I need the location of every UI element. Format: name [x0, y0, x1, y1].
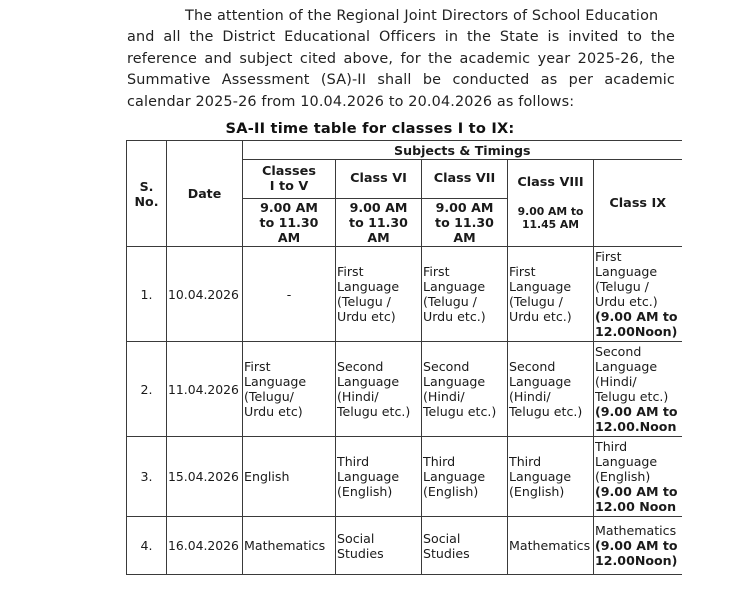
cell-class-6: Second Language (Hindi/ Telugu etc.) [336, 342, 422, 437]
paragraph-line: and all the District Educational Officers in the State is invited to the [127, 29, 675, 46]
paragraph-line: Summative Assessment (SA)-II shall be conducted as per academic [127, 72, 675, 89]
cell-class-9 [594, 247, 682, 342]
cell-class-7: Second Language (Hindi/ Telugu etc.) [422, 342, 508, 437]
class-timing: 9.00 AM to 11.30 AM [336, 198, 422, 246]
cell-class-6: Third Language (English) [336, 437, 422, 517]
paragraph-line: reference and subject cited above, for the academic year 2025-26, the [127, 50, 675, 67]
col-header-date: Date [167, 141, 243, 247]
table-row [127, 517, 682, 575]
cell-date: 11.04.2026 [167, 342, 243, 437]
cell-date: 15.04.2026 [167, 437, 243, 517]
table-row [127, 342, 682, 437]
cell-date: 16.04.2026 [167, 517, 243, 575]
cell-class-1-5: - [243, 247, 336, 342]
cell-sno: 4. [127, 517, 167, 575]
timetable-heading: SA-II time table for classes I to IX: [225, 120, 515, 137]
cell-class-1-5: English [243, 437, 336, 517]
cell-class-9-subject: Mathematics [595, 523, 677, 538]
class-timing: 9.00 AM to 11.45 AM [517, 205, 584, 231]
cell-class-6: First Language (Telugu / Urdu etc) [336, 247, 422, 342]
cell-date: 10.04.2026 [167, 247, 243, 342]
class-timing: 9.00 AM to 11.30 AM [243, 198, 336, 246]
cell-class-1-5: Mathematics [243, 517, 336, 575]
cell-class-8: Third Language (English) [508, 437, 594, 517]
table-row [127, 437, 682, 517]
cell-class-9-subject: First Language (Telugu / Urdu etc.) [595, 249, 658, 309]
cell-class-6: Social Studies [336, 517, 422, 575]
cell-class-7: Third Language (English) [422, 437, 508, 517]
class-header: Classes I to V [243, 160, 336, 199]
cell-class-9-timing: (9.00 AM to 12.00Noon) [595, 538, 678, 568]
paragraph-line: calendar 2025-26 from 10.04.2026 to 20.04.2026 as follows: [127, 93, 575, 110]
intro-paragraph [127, 6, 675, 113]
class-header: Class IX [594, 160, 682, 247]
cell-class-9-timing: (9.00 AM to 12.00Noon) [595, 309, 678, 339]
class-timing: 9.00 AM to 11.30 AM [422, 198, 508, 246]
cell-sno: 3. [127, 437, 167, 517]
timetable [126, 140, 682, 575]
cell-class-9-subject: Second Language (Hindi/ Telugu etc.) [595, 344, 669, 404]
class-header: Class VII [422, 160, 508, 199]
class-header-name: Class VIII [517, 175, 584, 190]
paragraph-line: The attention of the Regional Joint Directors of School Education [185, 8, 659, 24]
class-header [508, 160, 594, 247]
cell-class-9 [594, 517, 682, 575]
col-header-subjects: Subjects & Timings [243, 141, 682, 160]
cell-sno: 2. [127, 342, 167, 437]
cell-class-9-timing: (9.00 AM to 12.00.Noon [595, 404, 678, 434]
cell-class-9-timing: (9.00 AM to 12.00 Noon [595, 484, 678, 514]
cell-class-7: First Language (Telugu / Urdu etc.) [422, 247, 508, 342]
cell-class-9 [594, 342, 682, 437]
cell-class-1-5: First Language (Telugu/ Urdu etc) [243, 342, 336, 437]
table-row [127, 247, 682, 342]
cell-class-8: Mathematics [508, 517, 594, 575]
cell-class-8: First Language (Telugu / Urdu etc.) [508, 247, 594, 342]
cell-class-8: Second Language (Hindi/ Telugu etc.) [508, 342, 594, 437]
cell-class-7: Social Studies [422, 517, 508, 575]
cell-class-9 [594, 437, 682, 517]
cell-class-9-subject: Third Language (English) [595, 439, 658, 484]
class-header: Class VI [336, 160, 422, 199]
col-header-sno: S. No. [127, 141, 167, 247]
cell-sno: 1. [127, 247, 167, 342]
